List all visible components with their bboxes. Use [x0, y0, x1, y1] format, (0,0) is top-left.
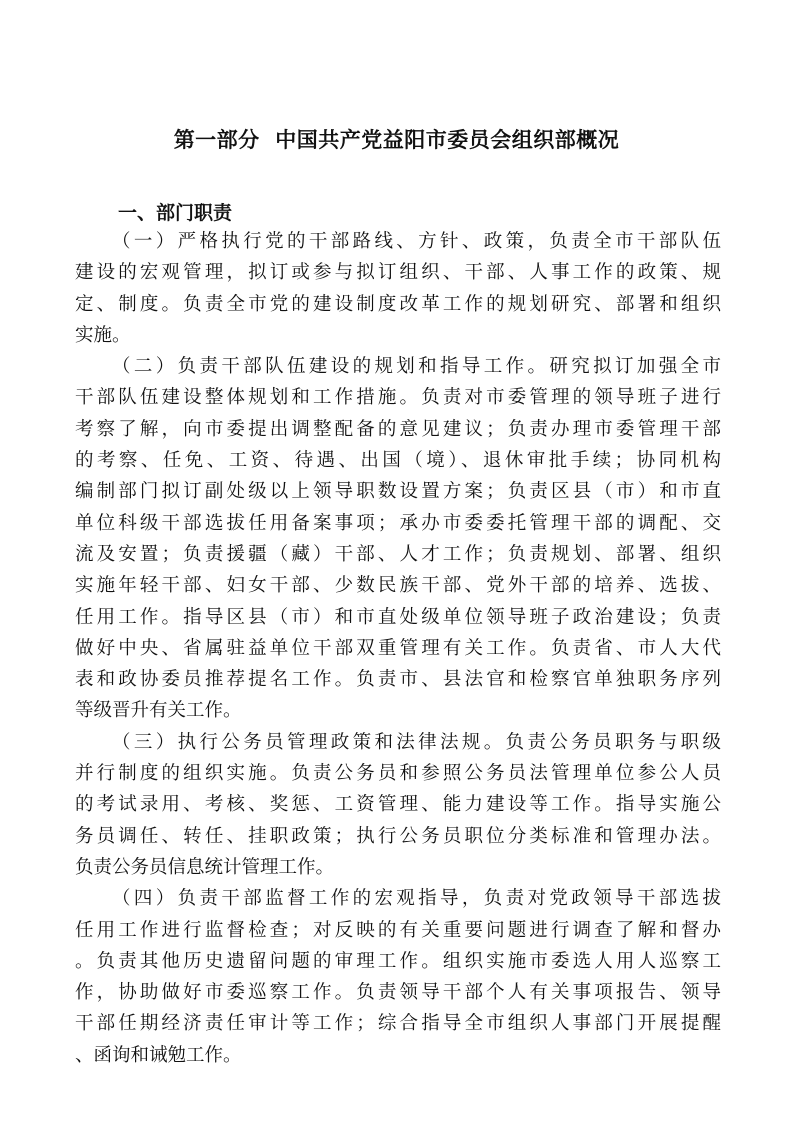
section-heading: 一、部门职责	[118, 202, 233, 224]
body-paragraph	[75, 727, 721, 883]
paragraph-line: 单位科级干部选拔任用备案事项；承办市委委托管理干部的调配、交	[75, 512, 721, 534]
paragraph-line: 务员调任、转任、挂职政策；执行公务员职位分类标准和管理办法。	[75, 825, 721, 847]
paragraph-line: 负责公务员信息统计管理工作。	[75, 856, 335, 878]
paragraph-line: 表和政协委员推荐提名工作。负责市、县法官和检察官单独职务序列	[75, 669, 721, 691]
body-paragraph	[75, 883, 721, 1071]
paragraph-line: 建设的宏观管理，拟订或参与拟订组织、干部、人事工作的政策、规	[75, 262, 721, 284]
paragraph-line: 编制部门拟订副处级以上领导职数设置方案；负责区县（市）和市直	[75, 481, 721, 503]
paragraph-line: 的考察、任免、工资、待遇、出国（境）、退休审批手续；协同机构	[75, 450, 721, 472]
paragraph-line: （二）负责干部队伍建设的规划和指导工作。研究拟订加强全市	[112, 356, 721, 378]
paragraph-line: 。负责其他历史遗留问题的审理工作。组织实施市委选人用人巡察工	[75, 950, 721, 972]
paragraph-line: 做好中央、省属驻益单位干部双重管理有关工作。负责省、市人大代	[75, 637, 721, 659]
paragraph-line: 考察了解，向市委提出调整配备的意见建议；负责办理市委管理干部	[75, 418, 721, 440]
paragraph-line: 定、制度。负责全市党的建设制度改革工作的规划研究、部署和组织	[75, 293, 721, 315]
paragraph-line: 任用工作进行监督检查；对反映的有关重要问题进行调查了解和督办	[75, 919, 721, 941]
paragraph-line: 作，协助做好市委巡察工作。负责领导干部个人有关事项报告、领导	[75, 982, 721, 1004]
paragraph-line: 实施。	[75, 324, 131, 346]
body-paragraph	[75, 226, 721, 351]
paragraph-line: 任用工作。指导区县（市）和市直处级单位领导班子政治建设；负责	[75, 606, 721, 628]
paragraph-line: （四）负责干部监督工作的宏观指导，负责对党政领导干部选拔	[112, 888, 721, 910]
document-body	[75, 226, 721, 1071]
paragraph-line: 并行制度的组织实施。负责公务员和参照公务员法管理单位参公人员	[75, 763, 721, 785]
paragraph-line: 的考试录用、考核、奖惩、工资管理、能力建设等工作。指导实施公	[75, 794, 721, 816]
paragraph-line: 干部任期经济责任审计等工作；综合指导全市组织人事部门开展提醒	[75, 1013, 721, 1035]
document-title: 第一部分 中国共产党益阳市委员会组织部概况	[173, 127, 620, 152]
paragraph-line: （一）严格执行党的干部路线、方针、政策，负责全市干部队伍	[112, 231, 721, 252]
paragraph-line: 流及安置；负责援疆（藏）干部、人才工作；负责规划、部署、组织	[75, 543, 721, 565]
paragraph-line: 等级晋升有关工作。	[75, 700, 242, 722]
body-paragraph	[75, 351, 721, 727]
paragraph-line: 实施年轻干部、妇女干部、少数民族干部、党外干部的培养、选拔、	[75, 575, 721, 597]
paragraph-line: 干部队伍建设整体规划和工作措施。负责对市委管理的领导班子进行	[75, 387, 721, 409]
paragraph-line: （三）执行公务员管理政策和法律法规。负责公务员职务与职级	[112, 731, 721, 753]
paragraph-line: 、函询和诫勉工作。	[75, 1044, 242, 1066]
